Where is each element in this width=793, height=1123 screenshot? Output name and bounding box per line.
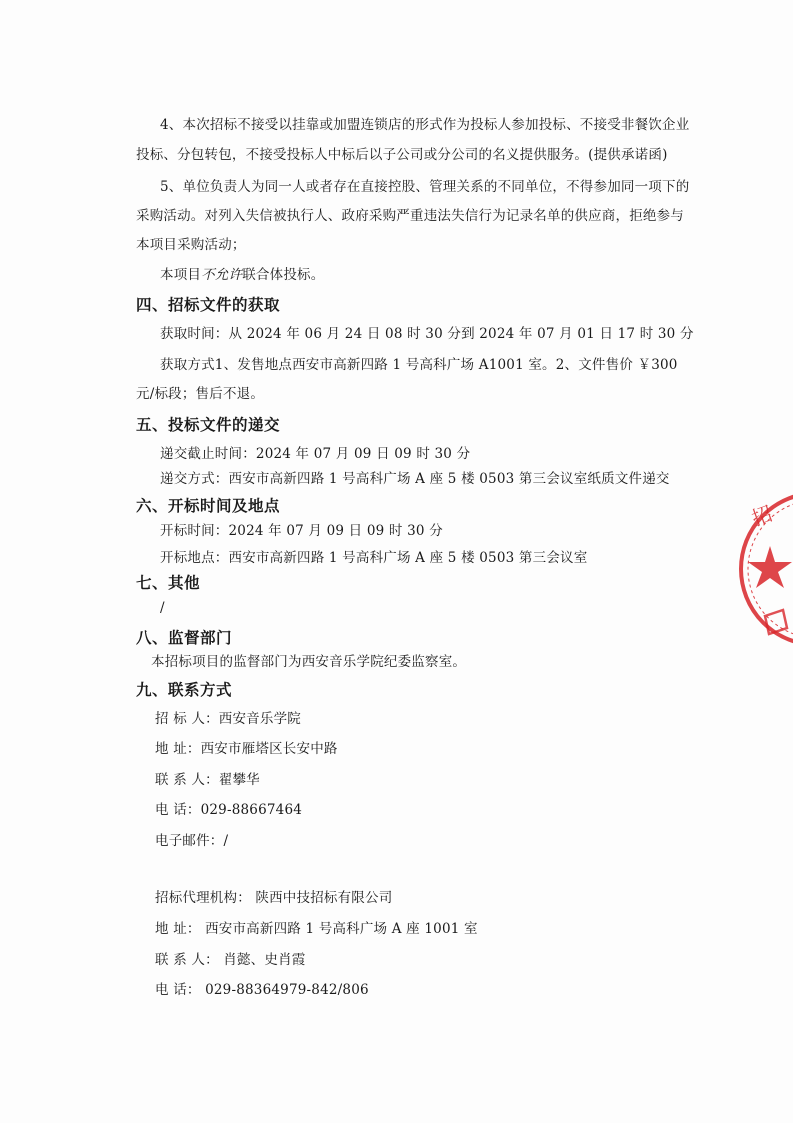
supervision-content: 本招标项目的监督部门为西安音乐学院纪委监察室。 — [151, 654, 467, 670]
seal-text: 招 — [748, 501, 776, 531]
clause-5-line-1: 5、单位负责人为同一人或者存在直接控股、管理关系的不同单位，不得参加同一项下的 — [160, 179, 690, 195]
submission-deadline: 递交截止时间：2024 年 07 月 09 日 09 时 30 分 — [160, 446, 471, 462]
agent-phone: 电 话： 029-88364979-842/806 — [155, 982, 369, 998]
agent-address: 地 址： 西安市高新四路 1 号高科广场 A 座 1001 室 — [155, 921, 478, 937]
acquisition-method-line-1: 获取方式1、发售地点西安市高新四路 1 号高科广场 A1001 室。2、文件售价 ￥300 — [160, 357, 678, 373]
opening-place: 开标地点：西安市高新四路 1 号高科广场 A 座 5 楼 0503 第三会议室 — [160, 550, 588, 566]
buyer-address: 地 址：西安市雁塔区长安中路 — [155, 741, 338, 757]
buyer-email: 电子邮件：/ — [155, 833, 229, 849]
agent-contact: 联 系 人： 肖懿、史肖霞 — [155, 952, 306, 968]
clause-4-line-2: 投标、分包转包，不接受投标人中标后以子公司或分公司的名义提供服务。(提供承诺函) — [136, 147, 668, 163]
official-seal — [735, 486, 793, 656]
section-8-heading: 八、监督部门 — [136, 629, 233, 647]
consortium-prefix: 本项目 — [160, 267, 202, 283]
buyer-phone: 电 话：029-88667464 — [155, 802, 303, 818]
buyer-name: 招 标 人：西安音乐学院 — [155, 711, 301, 727]
section-4-heading: 四、招标文件的获取 — [136, 296, 281, 314]
acquisition-method-line-2: 元/标段；售后不退。 — [136, 386, 265, 402]
clause-4-line-1: 4、本次招标不接受以挂靠或加盟连锁店的形式作为投标人参加投标、不接受非餐饮企业 — [160, 117, 690, 133]
other-content: / — [160, 600, 165, 616]
clause-5-line-2: 采购活动。对列入失信被执行人、政府采购严重违法失信行为记录名单的供应商，拒绝参与 — [136, 208, 684, 224]
clause-5-line-3: 本项目采购活动； — [136, 237, 246, 253]
acquisition-time: 获取时间：从 2024 年 06 月 24 日 08 时 30 分到 2024 年 07 月 01 日 17 时 30 分 — [160, 326, 694, 342]
consortium-suffix: 联合体投标。 — [242, 267, 325, 283]
section-7-heading: 七、其他 — [136, 574, 201, 592]
section-9-heading: 九、联系方式 — [136, 681, 233, 699]
agent-name: 招标代理机构： 陕西中技招标有限公司 — [155, 890, 393, 906]
buyer-contact: 联 系 人：翟攀华 — [155, 772, 260, 788]
seal-graphic — [735, 486, 793, 656]
consortium-statement — [160, 266, 324, 284]
section-5-heading: 五、投标文件的递交 — [136, 416, 281, 434]
opening-time: 开标时间：2024 年 07 月 09 日 09 时 30 分 — [160, 523, 443, 539]
section-6-heading: 六、开标时间及地点 — [136, 497, 281, 515]
submission-method: 递交方式：西安市高新四路 1 号高科广场 A 座 5 楼 0503 第三会议室纸质文件递交 — [160, 471, 670, 487]
consortium-emphasis: 不允许 — [201, 267, 243, 283]
